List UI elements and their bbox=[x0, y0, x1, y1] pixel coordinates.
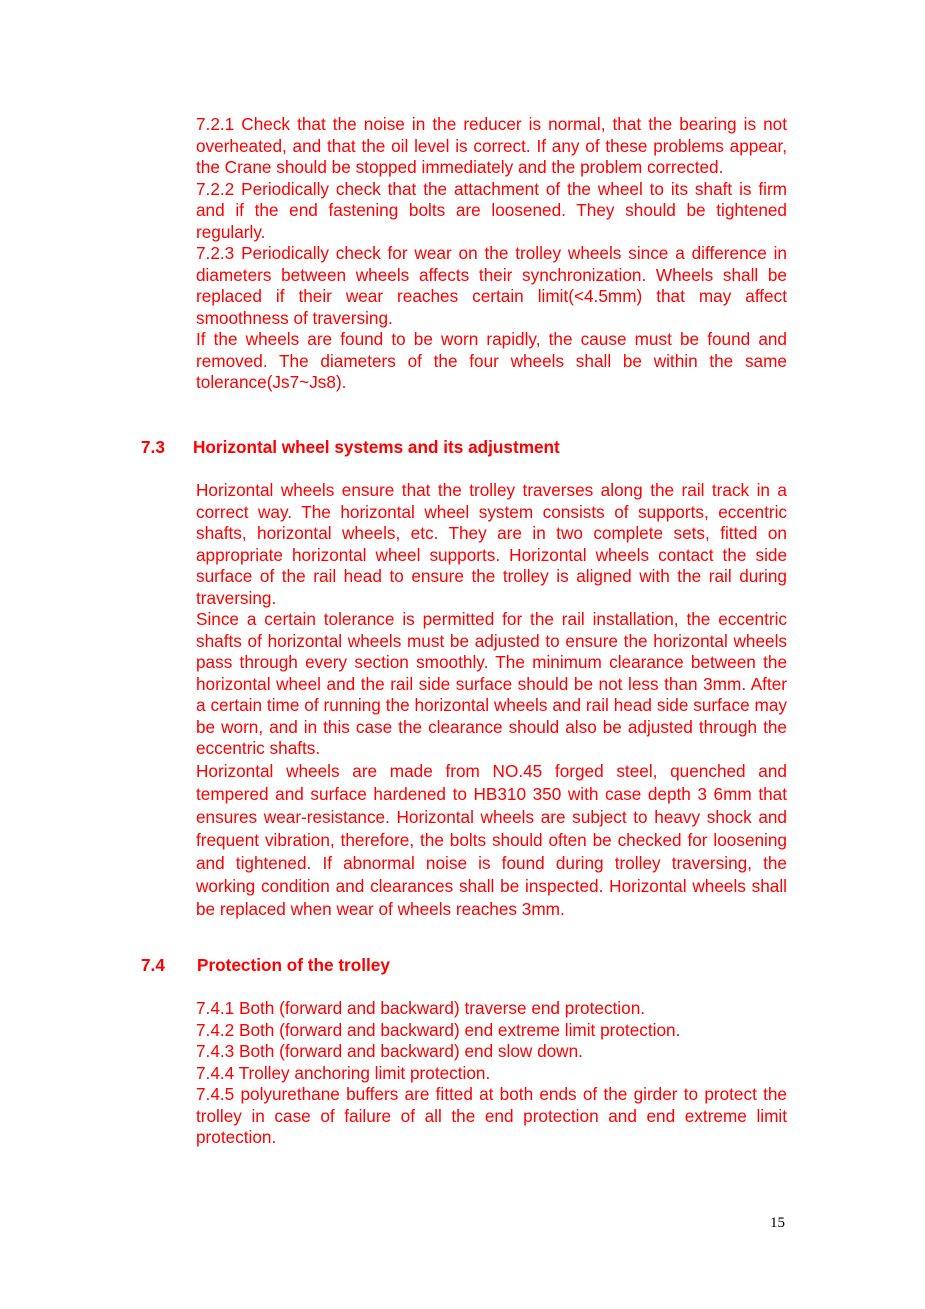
paragraph-7-4-2: 7.4.2 Both (forward and backward) end extreme limit protection. bbox=[196, 1019, 681, 1040]
section-7-2-body bbox=[196, 114, 787, 394]
paragraph-7-4-1: 7.4.1 Both (forward and backward) traverse end protection. bbox=[196, 998, 646, 1018]
section-7-3-body bbox=[196, 480, 787, 921]
section-7-4-number: 7.4 bbox=[141, 955, 165, 975]
section-7-3-number: 7.3 bbox=[141, 437, 165, 457]
section-7-3-title: Horizontal wheel systems and its adjustment bbox=[193, 437, 560, 457]
paragraph-7-2-1: 7.2.1 Check that the noise in the reducer is normal, that the bearing is not overheated, and that the oil level is correct. If any of these problems appear, the Crane should be stopped immediately and the problem corrected. bbox=[196, 114, 787, 177]
section-7-4-heading bbox=[141, 955, 390, 976]
paragraph-7-4-5: 7.4.5 polyurethane buffers are fitted at both ends of the girder to protect the trolley in case of failure of all the end protection and end extreme limit protection. bbox=[196, 1084, 787, 1147]
paragraph-horizontal-wheels-intro: Horizontal wheels ensure that the trolley traverses along the rail track in a correct way. The horizontal wheel system consists of supports, eccentric shafts, horizontal wheels, etc. They are in two complete sets, fitted on appropriate horizontal wheel supports. Horizontal wheels contact the side surface of the rail head to ensure the trolley is aligned with the rail during traversing. bbox=[196, 480, 787, 608]
page-number: 15 bbox=[770, 1215, 785, 1231]
paragraph-7-4-3: 7.4.3 Both (forward and backward) end slow down. bbox=[196, 1041, 583, 1061]
paragraph-7-4-4: 7.4.4 Trolley anchoring limit protection. bbox=[196, 1062, 491, 1083]
paragraph-materials: Horizontal wheels are made from NO.45 forged steel, quenched and tempered and surface hardened to HB310 350 with case depth 3 6mm that ensures wear-resistance. Horizontal wheels are subject to heavy shock and frequent vibration, therefore, the bolts should often be checked for loosening and tightened. If abnormal noise is found during trolley traversing, the working condition and clearances shall be inspected. Horizontal wheels shall be replaced when wear of wheels reaches 3mm. bbox=[196, 760, 787, 919]
section-7-3-heading bbox=[141, 437, 560, 458]
section-7-4-body bbox=[196, 998, 787, 1149]
paragraph-7-2-2: 7.2.2 Periodically check that the attachment of the wheel to its shaft is firm and if the end fastening bolts are loosened. They should be tightened regularly. bbox=[196, 178, 787, 242]
section-7-4-title: Protection of the trolley bbox=[197, 955, 390, 975]
paragraph-wheel-wear: If the wheels are found to be worn rapidly, the cause must be found and removed. The diameters of the four wheels shall be within the same tolerance(Js7~Js8). bbox=[196, 329, 787, 392]
paragraph-7-2-3: 7.2.3 Periodically check for wear on the trolley wheels since a difference in diameters between wheels affects their synchronization. Wheels shall be replaced if their wear reaches certain limit(<4.5mm) that may affect smoothness of traversing. bbox=[196, 243, 787, 328]
paragraph-eccentric-shafts: Since a certain tolerance is permitted for the rail installation, the eccentric shafts of horizontal wheels must be adjusted to ensure the horizontal wheels pass through every section smoothly. The minimum clearance between the horizontal wheel and the rail side surface should be not less than 3mm. After a certain time of running the horizontal wheels and rail head side surface may be worn, and in this case the clearance should also be adjusted through the eccentric shafts. bbox=[196, 609, 787, 758]
